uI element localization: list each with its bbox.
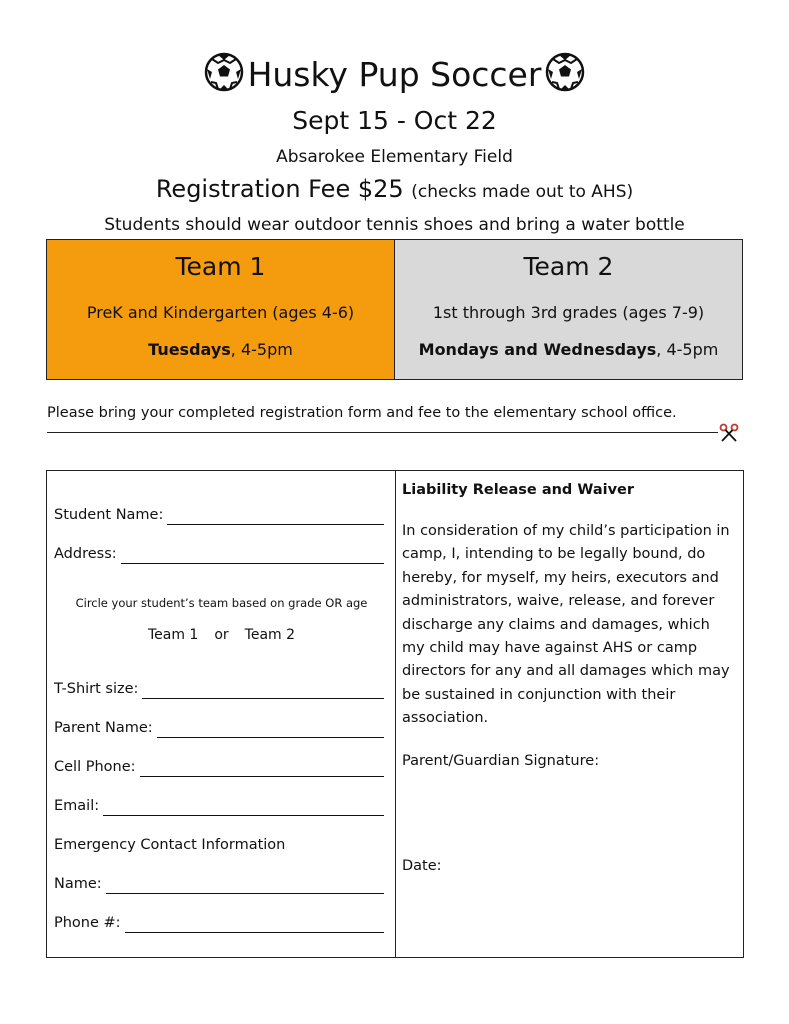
blank-line[interactable] xyxy=(157,723,384,738)
registration-form xyxy=(46,470,744,958)
parent-name-field[interactable] xyxy=(54,718,384,738)
equipment-note: Students should wear outdoor tennis shoes and bring a water bottle xyxy=(104,215,685,235)
teams-table xyxy=(46,239,743,380)
instructions: Please bring your completed registration form and fee to the elementary school office. xyxy=(47,405,677,421)
blank-line[interactable] xyxy=(125,918,384,933)
team-days: Tuesdays xyxy=(148,340,231,359)
emergency-heading: Emergency Contact Information xyxy=(54,837,286,853)
email-field[interactable] xyxy=(54,796,384,816)
student-name-field[interactable] xyxy=(54,505,384,525)
circle-note: Circle your student’s team based on grade OR age xyxy=(75,596,368,610)
venue: Absarokee Elementary Field xyxy=(276,147,513,167)
blank-line[interactable] xyxy=(140,762,384,777)
registration-fee xyxy=(0,172,789,209)
field-label: Email: xyxy=(54,798,100,814)
waiver-column xyxy=(396,471,743,957)
team-schedule xyxy=(47,338,394,362)
signature-label: Parent/Guardian Signature: xyxy=(402,753,600,769)
title-text: Husky Pup Soccer xyxy=(247,55,542,94)
team-ages: 1st through 3rd grades (ages 7-9) xyxy=(432,303,705,322)
season-dates: Sept 15 - Oct 22 xyxy=(292,106,497,135)
field-label: Name: xyxy=(54,876,102,892)
address-field[interactable] xyxy=(54,544,384,564)
team-2-cell xyxy=(395,240,742,379)
team-time: , 4-5pm xyxy=(656,340,719,359)
soccer-ball-icon xyxy=(545,52,585,92)
team-2-option[interactable]: Team 2 xyxy=(244,627,296,643)
waiver-text: In consideration of my child’s participation in camp, I, intending to be legally bound, do hereby, for myself, my heirs, executors and administrators, waive, release, and forever discharge any claims and damages, which my child may have against AHS or camp directors for any and all damages which may be sustained in conjunction with their association. xyxy=(402,523,730,727)
field-label: Phone #: xyxy=(54,915,121,931)
team-name: Team 2 xyxy=(523,252,614,281)
scissors-icon xyxy=(719,423,739,443)
field-label: Student Name: xyxy=(54,507,164,523)
blank-line[interactable] xyxy=(103,801,384,816)
team-ages: PreK and Kindergarten (ages 4-6) xyxy=(86,303,355,322)
emergency-phone-field[interactable] xyxy=(54,913,384,933)
cell-phone-field[interactable] xyxy=(54,757,384,777)
waiver-title: Liability Release and Waiver xyxy=(402,482,635,498)
tshirt-size-field[interactable] xyxy=(54,679,384,699)
cut-line xyxy=(47,432,718,433)
team-days: Mondays and Wednesdays xyxy=(418,340,657,359)
emergency-name-field[interactable] xyxy=(54,874,384,894)
team-1-cell xyxy=(47,240,395,379)
team-schedule xyxy=(395,338,742,362)
team-time: , 4-5pm xyxy=(230,340,293,359)
field-label: T-Shirt size: xyxy=(54,681,139,697)
blank-line[interactable] xyxy=(106,879,384,894)
fee-note: (checks made out to AHS) xyxy=(411,182,634,202)
blank-line[interactable] xyxy=(142,684,384,699)
field-label: Address: xyxy=(54,546,117,562)
field-label: Cell Phone: xyxy=(54,759,136,775)
page-title xyxy=(0,52,789,96)
date-label: Date: xyxy=(402,858,442,874)
field-label: Parent Name: xyxy=(54,720,153,736)
team-name: Team 1 xyxy=(175,252,266,281)
team-choice xyxy=(47,625,396,645)
team-1-option[interactable]: Team 1 xyxy=(147,627,199,643)
fee-text: Registration Fee $25 xyxy=(155,175,404,203)
blank-line[interactable] xyxy=(167,510,384,525)
blank-line[interactable] xyxy=(121,549,384,564)
or-text: or xyxy=(214,627,229,643)
soccer-ball-icon xyxy=(204,52,244,92)
student-info-column xyxy=(47,471,396,957)
